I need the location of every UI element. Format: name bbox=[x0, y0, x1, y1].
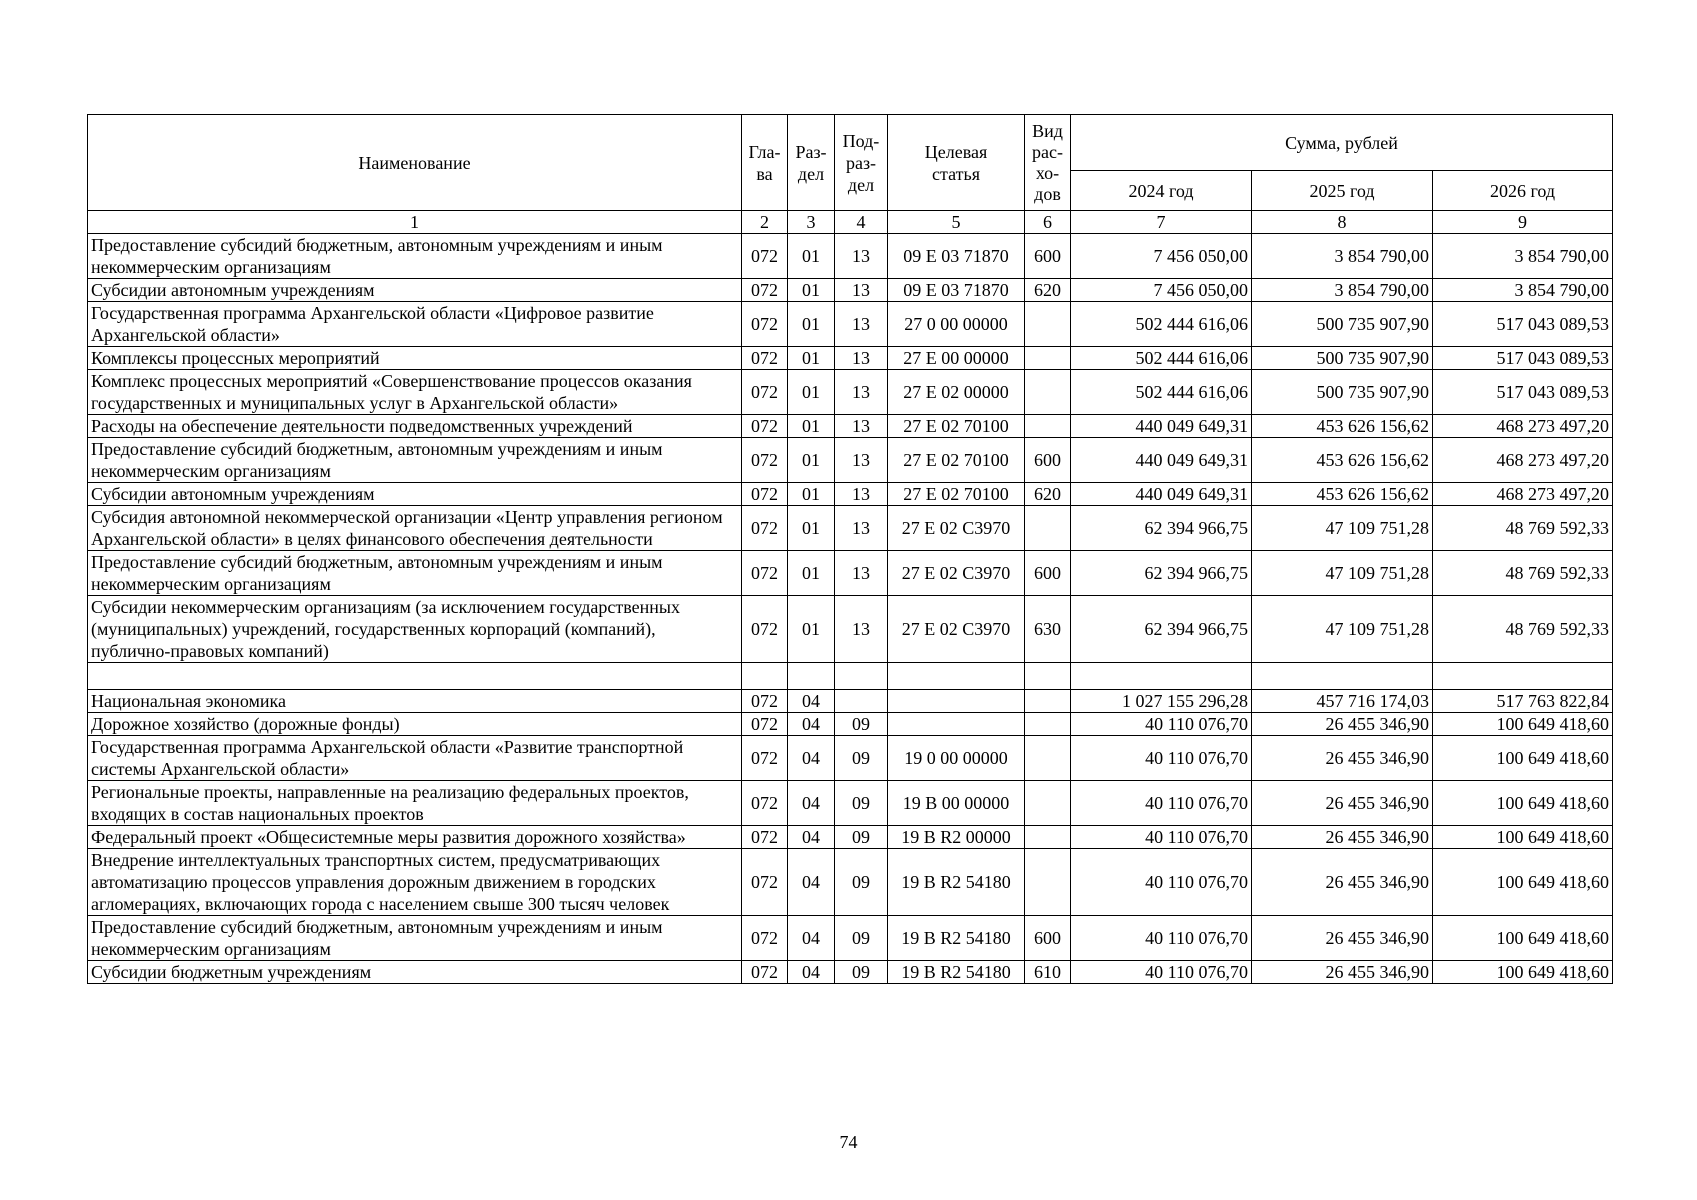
table-row bbox=[88, 916, 1613, 961]
row-name: Предоставление субсидий бюджетным, автономным учреждениям и иным некоммерческим организациям bbox=[88, 916, 742, 961]
row-sum-2025: 26 455 346,90 bbox=[1252, 781, 1433, 826]
row-sum-2025: 26 455 346,90 bbox=[1252, 916, 1433, 961]
row-podrazdel: 13 bbox=[835, 234, 888, 279]
row-sum-2024: 440 049 649,31 bbox=[1071, 438, 1252, 483]
row-name: Субсидии автономным учреждениям bbox=[88, 279, 742, 302]
row-sum-2025: 500 735 907,90 bbox=[1252, 347, 1433, 370]
row-glava: 072 bbox=[742, 713, 788, 736]
row-name: Предоставление субсидий бюджетным, автономным учреждениям и иным некоммерческим организациям bbox=[88, 234, 742, 279]
row-celevaya-statya: 27 Е 02 70100 bbox=[888, 438, 1025, 483]
row-podrazdel bbox=[835, 690, 888, 713]
row-celevaya-statya: 19 В R2 00000 bbox=[888, 826, 1025, 849]
row-vid-rashodov: 620 bbox=[1025, 483, 1071, 506]
row-sum-2026: 517 763 822,84 bbox=[1433, 690, 1613, 713]
row-name: Комплекс процессных мероприятий «Совершенствование процессов оказания государственных и муниципальных услуг в Архангельской области» bbox=[88, 370, 742, 415]
row-glava: 072 bbox=[742, 415, 788, 438]
row-name: Субсидии бюджетным учреждениям bbox=[88, 961, 742, 984]
column-number: 2 bbox=[742, 211, 788, 234]
row-sum-2024: 440 049 649,31 bbox=[1071, 415, 1252, 438]
row-glava: 072 bbox=[742, 736, 788, 781]
row-podrazdel: 13 bbox=[835, 415, 888, 438]
row-sum-2025: 26 455 346,90 bbox=[1252, 849, 1433, 916]
row-sum-2024: 40 110 076,70 bbox=[1071, 826, 1252, 849]
row-celevaya-statya bbox=[888, 690, 1025, 713]
row-glava: 072 bbox=[742, 234, 788, 279]
row-sum-2026: 100 649 418,60 bbox=[1433, 849, 1613, 916]
row-podrazdel: 13 bbox=[835, 302, 888, 347]
row-vid-rashodov: 600 bbox=[1025, 916, 1071, 961]
row-sum-2024: 502 444 616,06 bbox=[1071, 347, 1252, 370]
row-razdel: 04 bbox=[788, 736, 835, 781]
column-number: 6 bbox=[1025, 211, 1071, 234]
row-podrazdel: 13 bbox=[835, 551, 888, 596]
header-podrazdel: Под- раз- дел bbox=[835, 115, 888, 211]
row-vid-rashodov bbox=[1025, 736, 1071, 781]
row-razdel: 01 bbox=[788, 438, 835, 483]
table-row bbox=[88, 234, 1613, 279]
row-podrazdel: 13 bbox=[835, 483, 888, 506]
row-sum-2025: 26 455 346,90 bbox=[1252, 961, 1433, 984]
row-razdel: 01 bbox=[788, 234, 835, 279]
row-vid-rashodov: 600 bbox=[1025, 551, 1071, 596]
row-celevaya-statya bbox=[888, 663, 1025, 690]
row-vid-rashodov bbox=[1025, 347, 1071, 370]
row-podrazdel: 13 bbox=[835, 506, 888, 551]
row-podrazdel: 13 bbox=[835, 347, 888, 370]
table-row bbox=[88, 736, 1613, 781]
row-name: Национальная экономика bbox=[88, 690, 742, 713]
row-glava: 072 bbox=[742, 370, 788, 415]
row-name: Внедрение интеллектуальных транспортных систем, предусматривающих автоматизацию процессов управления дорожным движением в городских агломерациях, включающих города с населением свыше 300 тысяч человек bbox=[88, 849, 742, 916]
row-sum-2025: 26 455 346,90 bbox=[1252, 826, 1433, 849]
row-name: Региональные проекты, направленные на реализацию федеральных проектов, входящих в состав национальных проектов bbox=[88, 781, 742, 826]
column-number: 9 bbox=[1433, 211, 1613, 234]
row-name: Федеральный проект «Общесистемные меры развития дорожного хозяйства» bbox=[88, 826, 742, 849]
row-sum-2024: 7 456 050,00 bbox=[1071, 279, 1252, 302]
header-year-2025: 2025 год bbox=[1252, 171, 1433, 211]
row-name: Государственная программа Архангельской области «Цифровое развитие Архангельской области» bbox=[88, 302, 742, 347]
row-sum-2026: 100 649 418,60 bbox=[1433, 713, 1613, 736]
row-sum-2025: 3 854 790,00 bbox=[1252, 279, 1433, 302]
row-sum-2026: 100 649 418,60 bbox=[1433, 781, 1613, 826]
row-sum-2025: 47 109 751,28 bbox=[1252, 506, 1433, 551]
column-number: 8 bbox=[1252, 211, 1433, 234]
row-razdel: 04 bbox=[788, 690, 835, 713]
row-sum-2026 bbox=[1433, 663, 1613, 690]
row-name: Дорожное хозяйство (дорожные фонды) bbox=[88, 713, 742, 736]
row-glava: 072 bbox=[742, 849, 788, 916]
row-razdel: 01 bbox=[788, 551, 835, 596]
row-celevaya-statya: 09 Е 03 71870 bbox=[888, 234, 1025, 279]
row-vid-rashodov bbox=[1025, 781, 1071, 826]
row-celevaya-statya: 27 Е 02 С3970 bbox=[888, 596, 1025, 663]
row-vid-rashodov bbox=[1025, 690, 1071, 713]
row-celevaya-statya: 19 В R2 54180 bbox=[888, 916, 1025, 961]
row-sum-2025: 47 109 751,28 bbox=[1252, 596, 1433, 663]
header-razdel: Раз- дел bbox=[788, 115, 835, 211]
row-podrazdel: 09 bbox=[835, 961, 888, 984]
row-celevaya-statya bbox=[888, 713, 1025, 736]
row-sum-2026: 517 043 089,53 bbox=[1433, 347, 1613, 370]
row-sum-2026: 3 854 790,00 bbox=[1433, 234, 1613, 279]
row-sum-2026: 48 769 592,33 bbox=[1433, 506, 1613, 551]
row-razdel: 04 bbox=[788, 826, 835, 849]
row-glava: 072 bbox=[742, 826, 788, 849]
table-row bbox=[88, 690, 1613, 713]
column-number: 7 bbox=[1071, 211, 1252, 234]
column-number: 4 bbox=[835, 211, 888, 234]
row-glava: 072 bbox=[742, 690, 788, 713]
row-razdel: 04 bbox=[788, 781, 835, 826]
row-celevaya-statya: 27 Е 00 00000 bbox=[888, 347, 1025, 370]
header-celevaya-statya: Целевая статья bbox=[888, 115, 1025, 211]
row-sum-2024: 40 110 076,70 bbox=[1071, 849, 1252, 916]
row-name: Предоставление субсидий бюджетным, автономным учреждениям и иным некоммерческим организациям bbox=[88, 438, 742, 483]
row-name: Предоставление субсидий бюджетным, автономным учреждениям и иным некоммерческим организациям bbox=[88, 551, 742, 596]
row-sum-2024: 62 394 966,75 bbox=[1071, 506, 1252, 551]
row-sum-2024: 40 110 076,70 bbox=[1071, 961, 1252, 984]
row-sum-2026: 48 769 592,33 bbox=[1433, 596, 1613, 663]
row-razdel: 01 bbox=[788, 370, 835, 415]
row-sum-2025: 453 626 156,62 bbox=[1252, 483, 1433, 506]
table-row-empty bbox=[88, 663, 1613, 690]
row-razdel: 01 bbox=[788, 279, 835, 302]
row-celevaya-statya: 27 Е 02 С3970 bbox=[888, 506, 1025, 551]
row-celevaya-statya: 19 В R2 54180 bbox=[888, 961, 1025, 984]
column-number-row bbox=[88, 211, 1613, 234]
row-name: Субсидия автономной некоммерческой организации «Центр управления регионом Архангельской области» в целях финансового обеспечения деятельности bbox=[88, 506, 742, 551]
table-row bbox=[88, 302, 1613, 347]
row-celevaya-statya: 27 Е 02 70100 bbox=[888, 415, 1025, 438]
row-name: Расходы на обеспечение деятельности подведомственных учреждений bbox=[88, 415, 742, 438]
table-row bbox=[88, 713, 1613, 736]
row-name: Субсидии некоммерческим организациям (за исключением государственных (муниципальных) учреждений, государственных корпораций (компаний), публично-правовых компаний) bbox=[88, 596, 742, 663]
row-name: Государственная программа Архангельской области «Развитие транспортной системы Архангельской области» bbox=[88, 736, 742, 781]
table-row bbox=[88, 370, 1613, 415]
row-glava: 072 bbox=[742, 438, 788, 483]
row-sum-2026: 517 043 089,53 bbox=[1433, 302, 1613, 347]
row-glava: 072 bbox=[742, 506, 788, 551]
row-glava bbox=[742, 663, 788, 690]
table-row bbox=[88, 415, 1613, 438]
row-celevaya-statya: 19 В 00 00000 bbox=[888, 781, 1025, 826]
row-podrazdel: 13 bbox=[835, 438, 888, 483]
row-glava: 072 bbox=[742, 961, 788, 984]
row-razdel: 01 bbox=[788, 483, 835, 506]
row-name: Субсидии автономным учреждениям bbox=[88, 483, 742, 506]
row-razdel: 01 bbox=[788, 302, 835, 347]
row-sum-2025: 453 626 156,62 bbox=[1252, 438, 1433, 483]
row-sum-2025 bbox=[1252, 663, 1433, 690]
row-sum-2024: 440 049 649,31 bbox=[1071, 483, 1252, 506]
row-sum-2026: 100 649 418,60 bbox=[1433, 736, 1613, 781]
row-name: Комплексы процессных мероприятий bbox=[88, 347, 742, 370]
row-celevaya-statya: 27 0 00 00000 bbox=[888, 302, 1025, 347]
row-sum-2024: 40 110 076,70 bbox=[1071, 781, 1252, 826]
row-razdel: 04 bbox=[788, 916, 835, 961]
row-razdel: 04 bbox=[788, 961, 835, 984]
row-podrazdel: 09 bbox=[835, 736, 888, 781]
row-glava: 072 bbox=[742, 916, 788, 961]
row-podrazdel bbox=[835, 663, 888, 690]
row-sum-2024: 502 444 616,06 bbox=[1071, 370, 1252, 415]
row-sum-2024: 7 456 050,00 bbox=[1071, 234, 1252, 279]
row-podrazdel: 13 bbox=[835, 596, 888, 663]
row-podrazdel: 13 bbox=[835, 279, 888, 302]
row-podrazdel: 09 bbox=[835, 849, 888, 916]
row-sum-2025: 26 455 346,90 bbox=[1252, 736, 1433, 781]
row-sum-2025: 3 854 790,00 bbox=[1252, 234, 1433, 279]
row-glava: 072 bbox=[742, 781, 788, 826]
budget-table bbox=[87, 114, 1613, 984]
row-vid-rashodov: 620 bbox=[1025, 279, 1071, 302]
row-sum-2026: 3 854 790,00 bbox=[1433, 279, 1613, 302]
row-sum-2024: 502 444 616,06 bbox=[1071, 302, 1252, 347]
row-glava: 072 bbox=[742, 551, 788, 596]
row-razdel: 04 bbox=[788, 849, 835, 916]
column-number: 5 bbox=[888, 211, 1025, 234]
table-row bbox=[88, 279, 1613, 302]
table-row bbox=[88, 551, 1613, 596]
table-row bbox=[88, 826, 1613, 849]
row-celevaya-statya: 27 Е 02 С3970 bbox=[888, 551, 1025, 596]
header-vid-rashodov: Вид рас- хо- дов bbox=[1025, 115, 1071, 211]
row-sum-2026: 48 769 592,33 bbox=[1433, 551, 1613, 596]
row-glava: 072 bbox=[742, 279, 788, 302]
row-razdel: 04 bbox=[788, 713, 835, 736]
row-vid-rashodov bbox=[1025, 370, 1071, 415]
row-razdel: 01 bbox=[788, 506, 835, 551]
row-razdel: 01 bbox=[788, 596, 835, 663]
row-vid-rashodov: 610 bbox=[1025, 961, 1071, 984]
row-podrazdel: 09 bbox=[835, 826, 888, 849]
row-sum-2026: 100 649 418,60 bbox=[1433, 826, 1613, 849]
column-number: 3 bbox=[788, 211, 835, 234]
row-vid-rashodov bbox=[1025, 849, 1071, 916]
row-sum-2024: 62 394 966,75 bbox=[1071, 551, 1252, 596]
row-sum-2026: 100 649 418,60 bbox=[1433, 961, 1613, 984]
row-sum-2024: 40 110 076,70 bbox=[1071, 916, 1252, 961]
row-sum-2024: 1 027 155 296,28 bbox=[1071, 690, 1252, 713]
row-vid-rashodov bbox=[1025, 506, 1071, 551]
row-sum-2026: 468 273 497,20 bbox=[1433, 438, 1613, 483]
row-sum-2026: 468 273 497,20 bbox=[1433, 483, 1613, 506]
row-vid-rashodov bbox=[1025, 663, 1071, 690]
header-glava: Гла- ва bbox=[742, 115, 788, 211]
row-glava: 072 bbox=[742, 596, 788, 663]
row-sum-2025: 500 735 907,90 bbox=[1252, 370, 1433, 415]
row-razdel: 01 bbox=[788, 347, 835, 370]
row-sum-2025: 457 716 174,03 bbox=[1252, 690, 1433, 713]
table-body bbox=[88, 234, 1613, 984]
row-sum-2024 bbox=[1071, 663, 1252, 690]
row-podrazdel: 13 bbox=[835, 370, 888, 415]
row-celevaya-statya: 27 Е 02 70100 bbox=[888, 483, 1025, 506]
row-vid-rashodov bbox=[1025, 713, 1071, 736]
header-name: Наименование bbox=[88, 115, 742, 211]
row-glava: 072 bbox=[742, 302, 788, 347]
row-name bbox=[88, 663, 742, 690]
column-number: 1 bbox=[88, 211, 742, 234]
row-celevaya-statya: 27 Е 02 00000 bbox=[888, 370, 1025, 415]
row-sum-2025: 47 109 751,28 bbox=[1252, 551, 1433, 596]
row-sum-2026: 100 649 418,60 bbox=[1433, 916, 1613, 961]
row-razdel bbox=[788, 663, 835, 690]
page-number: 74 bbox=[839, 1132, 858, 1152]
row-sum-2024: 40 110 076,70 bbox=[1071, 736, 1252, 781]
table-row bbox=[88, 506, 1613, 551]
row-celevaya-statya: 19 0 00 00000 bbox=[888, 736, 1025, 781]
table-row bbox=[88, 483, 1613, 506]
table-row bbox=[88, 849, 1613, 916]
table-row bbox=[88, 438, 1613, 483]
row-sum-2025: 26 455 346,90 bbox=[1252, 713, 1433, 736]
row-celevaya-statya: 09 Е 03 71870 bbox=[888, 279, 1025, 302]
header-summa: Сумма, рублей bbox=[1071, 115, 1613, 171]
row-razdel: 01 bbox=[788, 415, 835, 438]
row-glava: 072 bbox=[742, 347, 788, 370]
row-sum-2025: 500 735 907,90 bbox=[1252, 302, 1433, 347]
table-row bbox=[88, 596, 1613, 663]
table-row bbox=[88, 781, 1613, 826]
row-sum-2025: 453 626 156,62 bbox=[1252, 415, 1433, 438]
table-row bbox=[88, 961, 1613, 984]
row-sum-2024: 62 394 966,75 bbox=[1071, 596, 1252, 663]
row-podrazdel: 09 bbox=[835, 713, 888, 736]
row-sum-2026: 517 043 089,53 bbox=[1433, 370, 1613, 415]
row-podrazdel: 09 bbox=[835, 781, 888, 826]
header-year-2026: 2026 год bbox=[1433, 171, 1613, 211]
row-sum-2026: 468 273 497,20 bbox=[1433, 415, 1613, 438]
row-vid-rashodov bbox=[1025, 415, 1071, 438]
table-row bbox=[88, 347, 1613, 370]
row-vid-rashodov: 630 bbox=[1025, 596, 1071, 663]
header-year-2024: 2024 год bbox=[1071, 171, 1252, 211]
row-podrazdel: 09 bbox=[835, 916, 888, 961]
row-glava: 072 bbox=[742, 483, 788, 506]
row-sum-2024: 40 110 076,70 bbox=[1071, 713, 1252, 736]
row-vid-rashodov bbox=[1025, 302, 1071, 347]
row-vid-rashodov bbox=[1025, 826, 1071, 849]
row-celevaya-statya: 19 В R2 54180 bbox=[888, 849, 1025, 916]
row-vid-rashodov: 600 bbox=[1025, 438, 1071, 483]
row-vid-rashodov: 600 bbox=[1025, 234, 1071, 279]
